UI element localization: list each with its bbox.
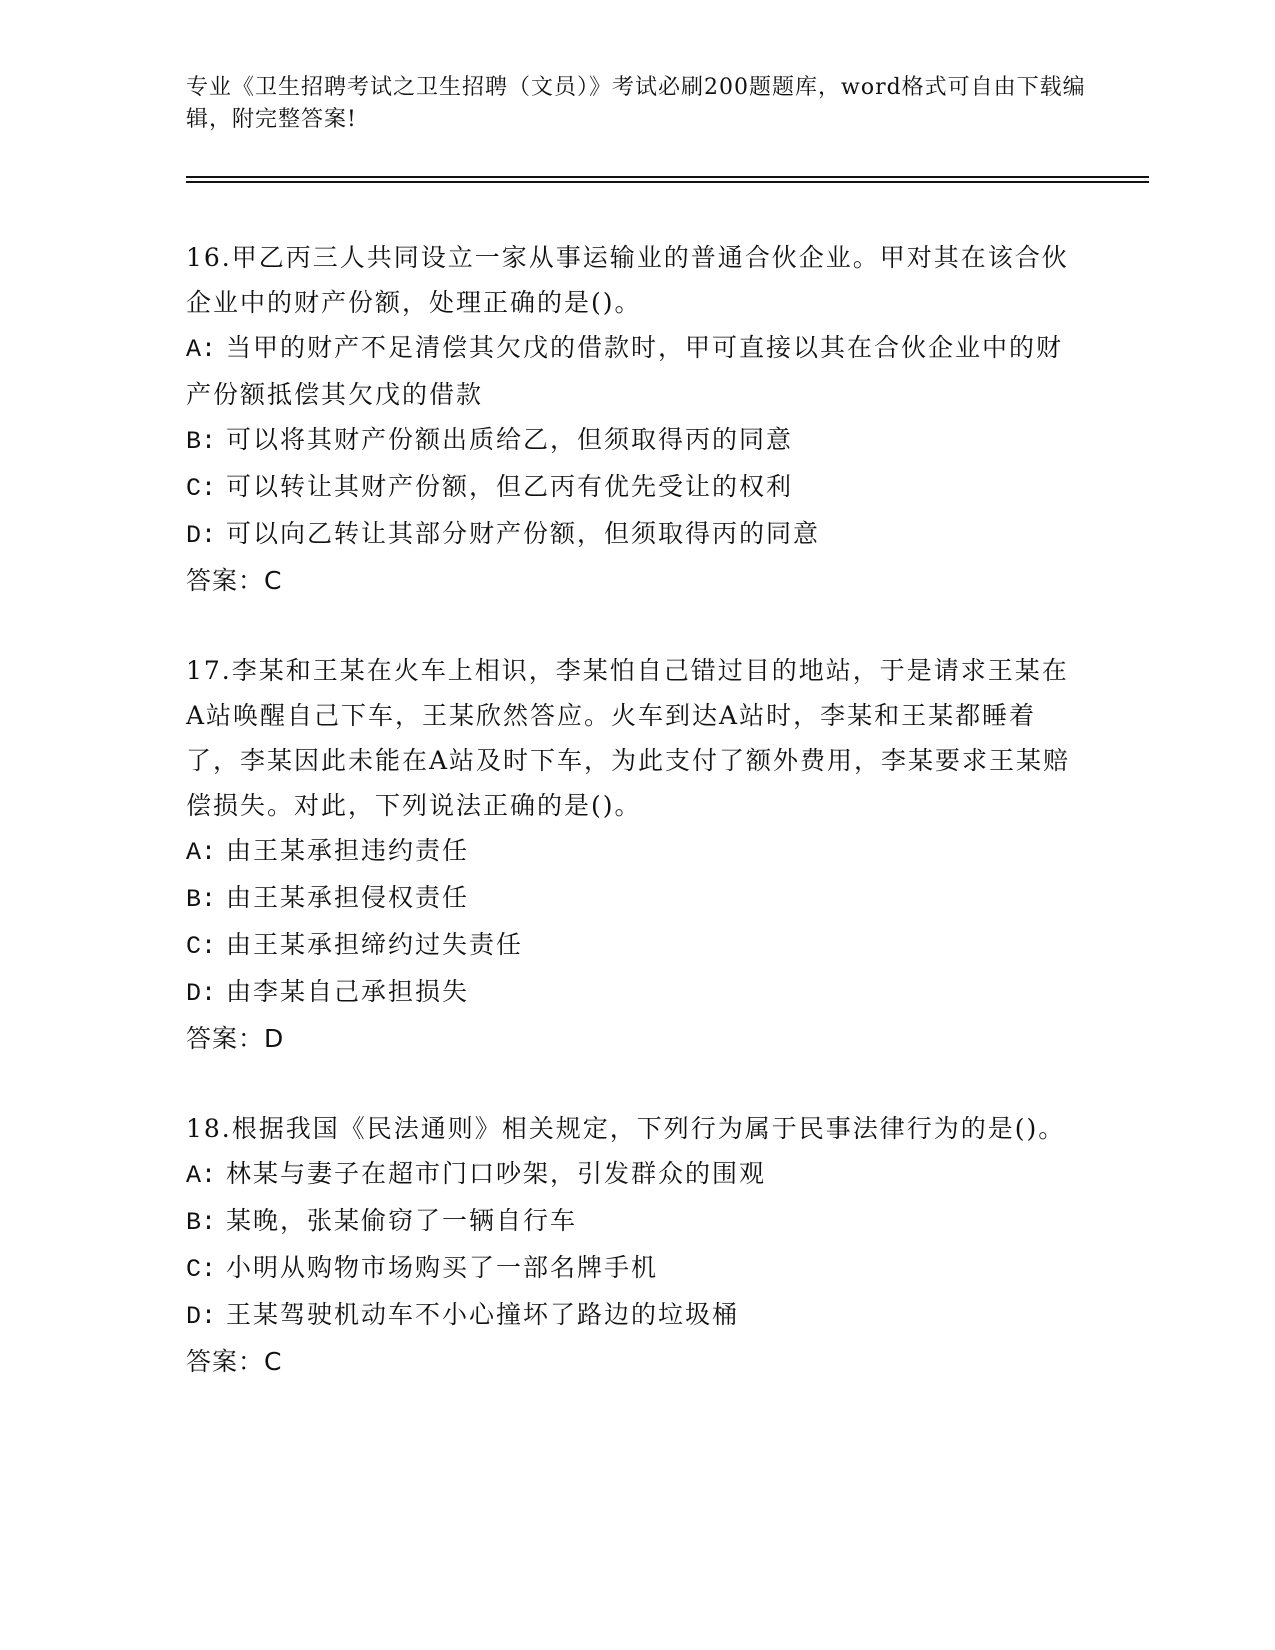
option-letter: B:	[186, 1208, 217, 1237]
option-a	[186, 1151, 1086, 1198]
option-letter: A:	[186, 335, 217, 364]
option-text: 当甲的财产不足清偿其欠戊的借款时，甲可直接以其在合伙企业中的财产份额抵偿其欠戊的借款	[186, 333, 1063, 409]
option-letter: D:	[186, 1302, 217, 1331]
option-a	[186, 828, 1086, 875]
option-letter: A:	[186, 838, 217, 867]
option-letter: D:	[186, 979, 217, 1008]
option-letter: B:	[186, 885, 217, 914]
header-divider	[186, 176, 1149, 183]
option-text: 林某与妻子在超市门口吵架，引发群众的围观	[225, 1159, 766, 1188]
question-stem: 18.根据我国《民法通则》相关规定，下列行为属于民事法律行为的是()。	[186, 1114, 1066, 1143]
answer-line: 答案：D	[186, 1024, 285, 1053]
question-16	[186, 235, 1086, 603]
option-b	[186, 417, 1086, 464]
option-letter: C:	[186, 932, 217, 961]
question-17	[186, 648, 1086, 1061]
option-d	[186, 1292, 1086, 1339]
option-c	[186, 1245, 1086, 1292]
question-stem: 17.李某和王某在火车上相识，李某怕自己错过目的地站，于是请求王某在A站唤醒自己下车，王某欣然答应。火车到达A站时，李某和王某都睡着了，李某因此未能在A站及时下车，为此支付了额外费用，李某要求王某赔偿损失。对此，下列说法正确的是()。	[186, 656, 1071, 820]
answer-line: 答案：C	[186, 566, 283, 595]
option-letter: C:	[186, 1255, 217, 1284]
document-intro: 专业《卫生招聘考试之卫生招聘（文员）》考试必刷200题题库，word格式可自由下载编辑，附完整答案!	[186, 75, 1086, 132]
option-text: 由李某自己承担损失	[225, 977, 469, 1006]
question-stem: 16.甲乙丙三人共同设立一家从事运输业的普通合伙企业。甲对其在该合伙企业中的财产份额，处理正确的是()。	[186, 243, 1069, 317]
option-c	[186, 464, 1086, 511]
option-b	[186, 1198, 1086, 1245]
option-letter: B:	[186, 427, 217, 456]
option-text: 可以将其财产份额出质给乙，但须取得丙的同意	[225, 425, 793, 454]
answer-line: 答案：C	[186, 1347, 283, 1376]
option-c	[186, 922, 1086, 969]
option-text: 由王某承担违约责任	[225, 836, 469, 865]
option-d	[186, 511, 1086, 558]
option-a	[186, 325, 1086, 417]
option-text: 可以转让其财产份额，但乙丙有优先受让的权利	[225, 472, 793, 501]
option-letter: A:	[186, 1161, 217, 1190]
option-text: 某晚，张某偷窃了一辆自行车	[225, 1206, 577, 1235]
question-list	[186, 235, 1086, 1384]
option-letter: C:	[186, 474, 217, 503]
option-text: 可以向乙转让其部分财产份额，但须取得丙的同意	[225, 519, 820, 548]
option-letter: D:	[186, 521, 217, 550]
option-text: 王某驾驶机动车不小心撞坏了路边的垃圾桶	[225, 1300, 739, 1329]
question-18	[186, 1106, 1086, 1384]
option-text: 由王某承担缔约过失责任	[225, 930, 523, 959]
option-d	[186, 969, 1086, 1016]
option-text: 由王某承担侵权责任	[225, 883, 469, 912]
divider-line-top	[186, 176, 1149, 178]
option-text: 小明从购物市场购买了一部名牌手机	[225, 1253, 658, 1282]
divider-line-bottom	[186, 181, 1149, 183]
option-b	[186, 875, 1086, 922]
